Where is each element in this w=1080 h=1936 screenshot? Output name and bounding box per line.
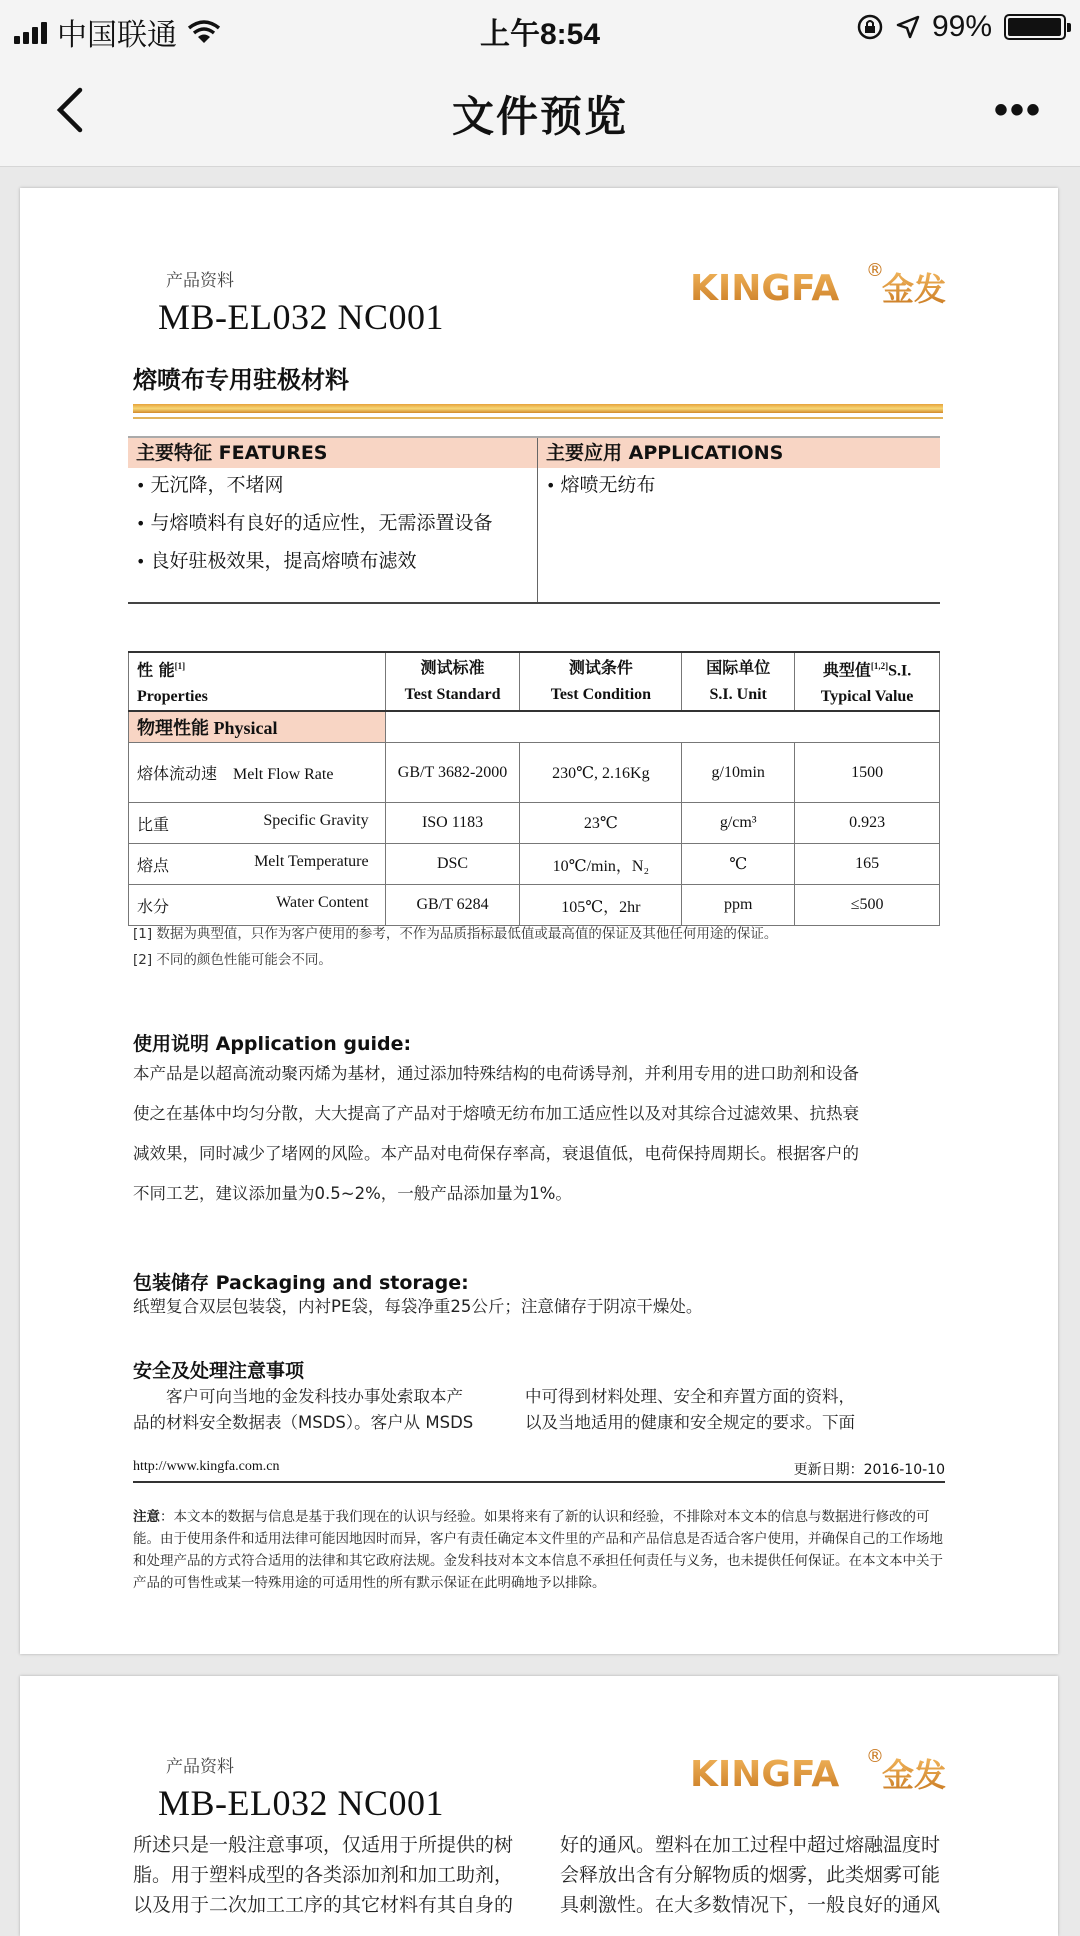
location-icon [896, 15, 920, 39]
properties-table [128, 651, 940, 926]
logo-registered-mark: ® [866, 1746, 884, 1767]
nav-title: 文件预览 [451, 93, 628, 140]
features-divider [537, 438, 538, 602]
battery-percent: 99% [931, 10, 992, 43]
gold-divider-thin [133, 417, 943, 419]
packaging-title: 包装储存 Packaging and storage: [133, 1272, 469, 1294]
footnote: [1] 数据为典型值，只作为客户使用的参考，不作为品质指标最低值或最高值的保证及其他任何用途的保证。 [133, 926, 778, 942]
table-row: 比重 Specific Gravity ISO 1183 23℃ g/cm³ 0.923 [129, 803, 940, 844]
table-section-row [129, 711, 940, 743]
feature-item: • 与熔喷料有良好的适应性，无需添置设备 [136, 508, 493, 535]
document-page-1 [20, 188, 1058, 1654]
nav-bar [0, 58, 1080, 167]
more-options-icon[interactable]: ••• [993, 88, 1042, 132]
clock: 上午8:54 [479, 18, 601, 51]
feature-item: • 无沉降，不堵网 [136, 470, 284, 497]
page2-text-left: 所述只是一般注意事项，仅适用于所提供的树 脂。用于塑料成型的各类添加剂和加工助剂， 以及用于二次加工工序的其它材料有其自身的 [133, 1834, 514, 1916]
status-bar [0, 0, 1080, 58]
logo-text: KINGFA [690, 1754, 840, 1792]
safety-text-right: 中可得到材料处理、安全和弃置方面的资料， 以及当地适用的健康和安全规定的要求。下面 [525, 1387, 855, 1432]
disclaimer: 注意：本文本的数据与信息是基于我们现在的认识与经验。如果将来有了新的认识和经验，不排除对本文本的信息与数据进行修改的可能。由于使用条件和适用法律可能因地因时而异，客户有责任确定本文件里的产品和产品信息是否适合客户使用，并确保自己的工作场地和处理产品的方式符合适用的法律和其它政府法规。金发科技对本文本信息不承担任何责任与义务，也未提供任何保证。在本文本中关于产品的可售性或某一特殊用途的可适用性的所有默示保证在此明确地予以排除。 [133, 1509, 943, 1591]
safety-title: 安全及处理注意事项 [133, 1360, 305, 1382]
doc-label: 产品资料 [166, 1757, 234, 1776]
applications-header: 主要应用 APPLICATIONS [538, 438, 940, 468]
rotation-lock-icon [856, 13, 884, 41]
logo-registered-mark: ® [866, 260, 884, 281]
kingfa-logo [670, 1740, 970, 1792]
footnote: [2] 不同的颜色性能可能会不同。 [133, 952, 332, 968]
header-test-standard: 测试标准 Test Standard [385, 652, 520, 711]
header-test-condition: 测试条件 Test Condition [520, 652, 682, 711]
table-row: 水分 Water Content GB/T 6284 105℃，2hr ppm ≤500 [129, 885, 940, 926]
guide-title: 使用说明 Application guide: [133, 1033, 412, 1055]
document-page-2 [20, 1676, 1058, 1936]
product-title: MB-EL032 NC001 [158, 297, 444, 337]
footer-rule [133, 1481, 945, 1483]
packaging-text: 纸塑复合双层包装袋，内衬PE袋，每袋净重25公斤；注意储存于阴凉干燥处。 [133, 1297, 703, 1316]
battery-icon [1004, 14, 1066, 40]
guide-text: 本产品是以超高流动聚丙烯为基材，通过添加特殊结构的电荷诱导剂，并利用专用的进口助剂和设备 使之在基体中均匀分散，大大提高了产品对于熔喷无纺布加工适应性以及对其综合过滤效果、抗热衰 减效果，同时减少了堵网的风险。本产品对电荷保存率高，衰退值低，电荷保持周期长。根据客户的 不同工艺，建议添加量为0.5~2%，一般产品添加量为1%。 [133, 1064, 859, 1203]
kingfa-logo [670, 254, 970, 306]
website-url: http://www.kingfa.com.cn [133, 1459, 280, 1474]
table-row: 熔体流动速 Melt Flow Rate GB/T 3682-2000 230℃, 2.16Kg g/10min 1500 [129, 743, 940, 803]
section-physical: 物理性能 Physical [129, 711, 386, 743]
gold-divider [133, 404, 943, 413]
table-header-row [129, 652, 940, 711]
header-typical-value: 典型值[1,2]S.I. Typical Value [795, 652, 940, 711]
safety-text-left: 客户可向当地的金发科技办事处索取本产 品的材料安全数据表（MSDS）。客户从 MSDS [133, 1387, 474, 1432]
header-properties: 性 能[1] Properties [129, 652, 386, 711]
doc-label: 产品资料 [166, 271, 234, 290]
product-subtitle: 熔喷布专用驻极材料 [133, 366, 349, 394]
features-box [128, 436, 940, 604]
logo-chinese: 金发 [882, 1756, 947, 1792]
update-date: 更新日期：2016-10-10 [793, 1462, 945, 1478]
logo-chinese: 金发 [882, 270, 947, 306]
application-item: • 熔喷无纺布 [546, 470, 656, 497]
logo-text: KINGFA [690, 268, 840, 306]
carrier-name: 中国联通 [57, 19, 177, 52]
product-title: MB-EL032 NC001 [158, 1783, 444, 1823]
table-row: 熔点 Melt Temperature DSC 10℃/min，N₂ ℃ 165 [129, 844, 940, 885]
page2-text-right: 好的通风。塑料在加工过程中超过熔融温度时 会释放出含有分解物质的烟雾，此类烟雾可能 具刺激性。在大多数情况下，一般良好的通风 [560, 1834, 941, 1916]
features-header: 主要特征 FEATURES [128, 438, 537, 468]
header-si-unit: 国际单位 S.I. Unit [682, 652, 795, 711]
feature-item: • 良好驻极效果，提高熔喷布滤效 [136, 546, 417, 573]
